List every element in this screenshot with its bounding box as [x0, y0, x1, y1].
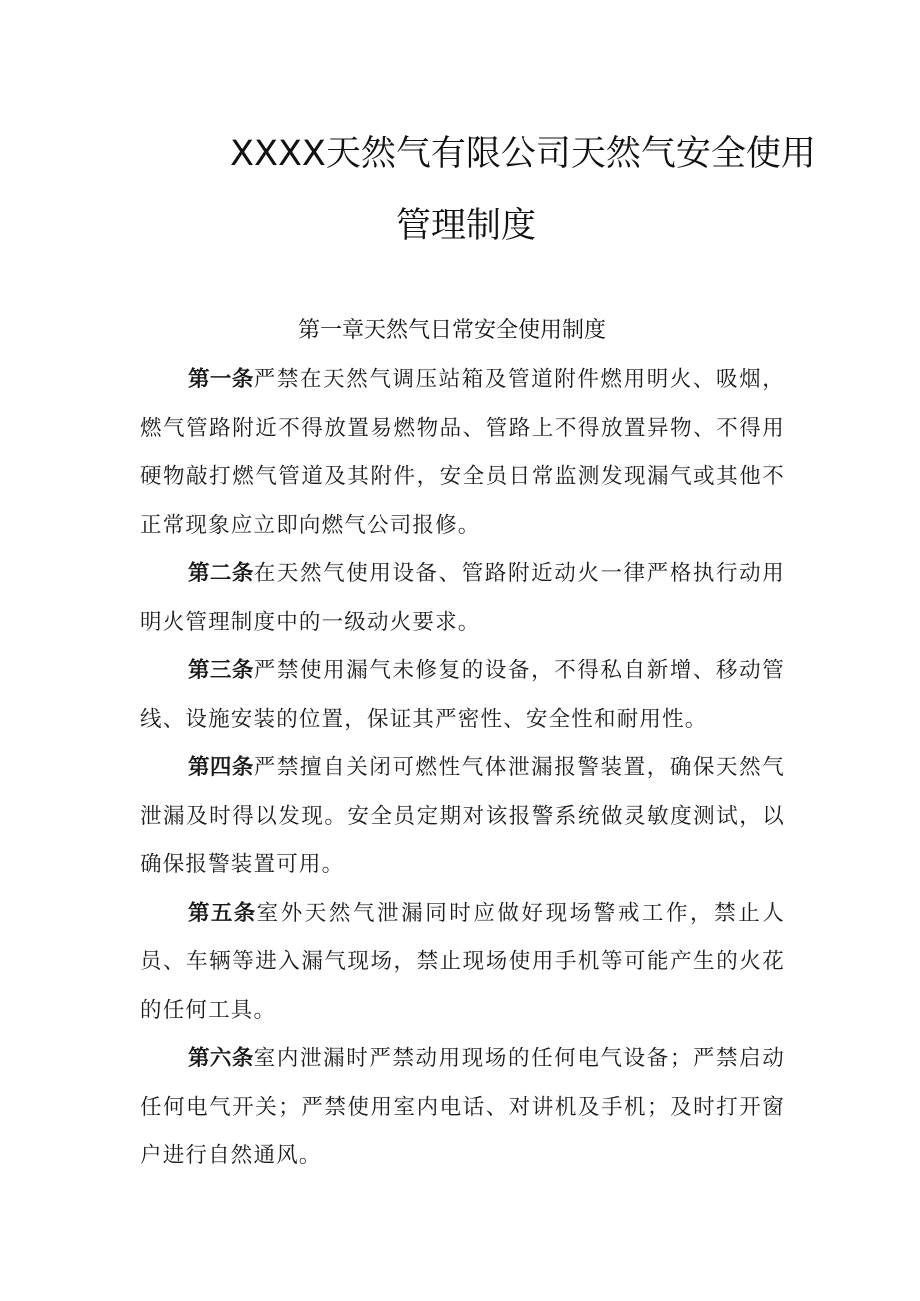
article-text: 室外天然气泄漏同时应做好现场警戒工作，禁止人员、车辆等进入漏气现场，禁止现场使用手机等可能产生的火花的任何工具。: [140, 900, 785, 1023]
document-body: [140, 356, 785, 1181]
article-3: [140, 647, 785, 744]
article-text: 严禁擅自关闭可燃性气体泄漏报警装置，确保天然气泄漏及时得以发现。安全员定期对该报警系统做灵敏度测试，以确保报警装置可用。: [140, 755, 785, 877]
document-title-line2: 管理制度: [396, 206, 537, 246]
article-5: [140, 890, 785, 1036]
article-label: 第五条: [188, 900, 257, 926]
article-6: [140, 1035, 785, 1181]
article-text: 严禁在天然气调压站箱及管道附件燃用明火、吸烟，燃气管路附近不得放置易燃物品、管路上不得放置异物、不得用硬物敲打燃气管道及其附件，安全员日常监测发现漏气或其他不正常现象应立即向燃气公司报修。: [140, 367, 785, 538]
document-title-line1: XXXX天然气有限公司天然气安全使用: [230, 134, 816, 174]
article-text: 严禁使用漏气未修复的设备，不得私自新增、移动管线、设施安装的位置，保证其严密性、安全性和耐用性。: [140, 658, 785, 732]
article-label: 第四条: [188, 755, 254, 780]
article-2: [140, 550, 785, 647]
article-label: 第一条: [188, 367, 254, 392]
article-1: [140, 356, 785, 550]
chapter-heading: 第一章天然气日常安全使用制度: [298, 318, 607, 343]
article-label: 第三条: [188, 658, 254, 683]
article-text: 在天然气使用设备、管路附近动火一律严格执行动用明火管理制度中的一级动火要求。: [140, 561, 785, 635]
article-4: [140, 744, 785, 890]
article-label: 第二条: [188, 561, 254, 586]
article-text: 室内泄漏时严禁动用现场的任何电气设备；严禁启动任何电气开关；严禁使用室内电话、对讲机及手机；及时打开窗户进行自然通风。: [140, 1046, 785, 1168]
article-label: 第六条: [188, 1046, 254, 1071]
